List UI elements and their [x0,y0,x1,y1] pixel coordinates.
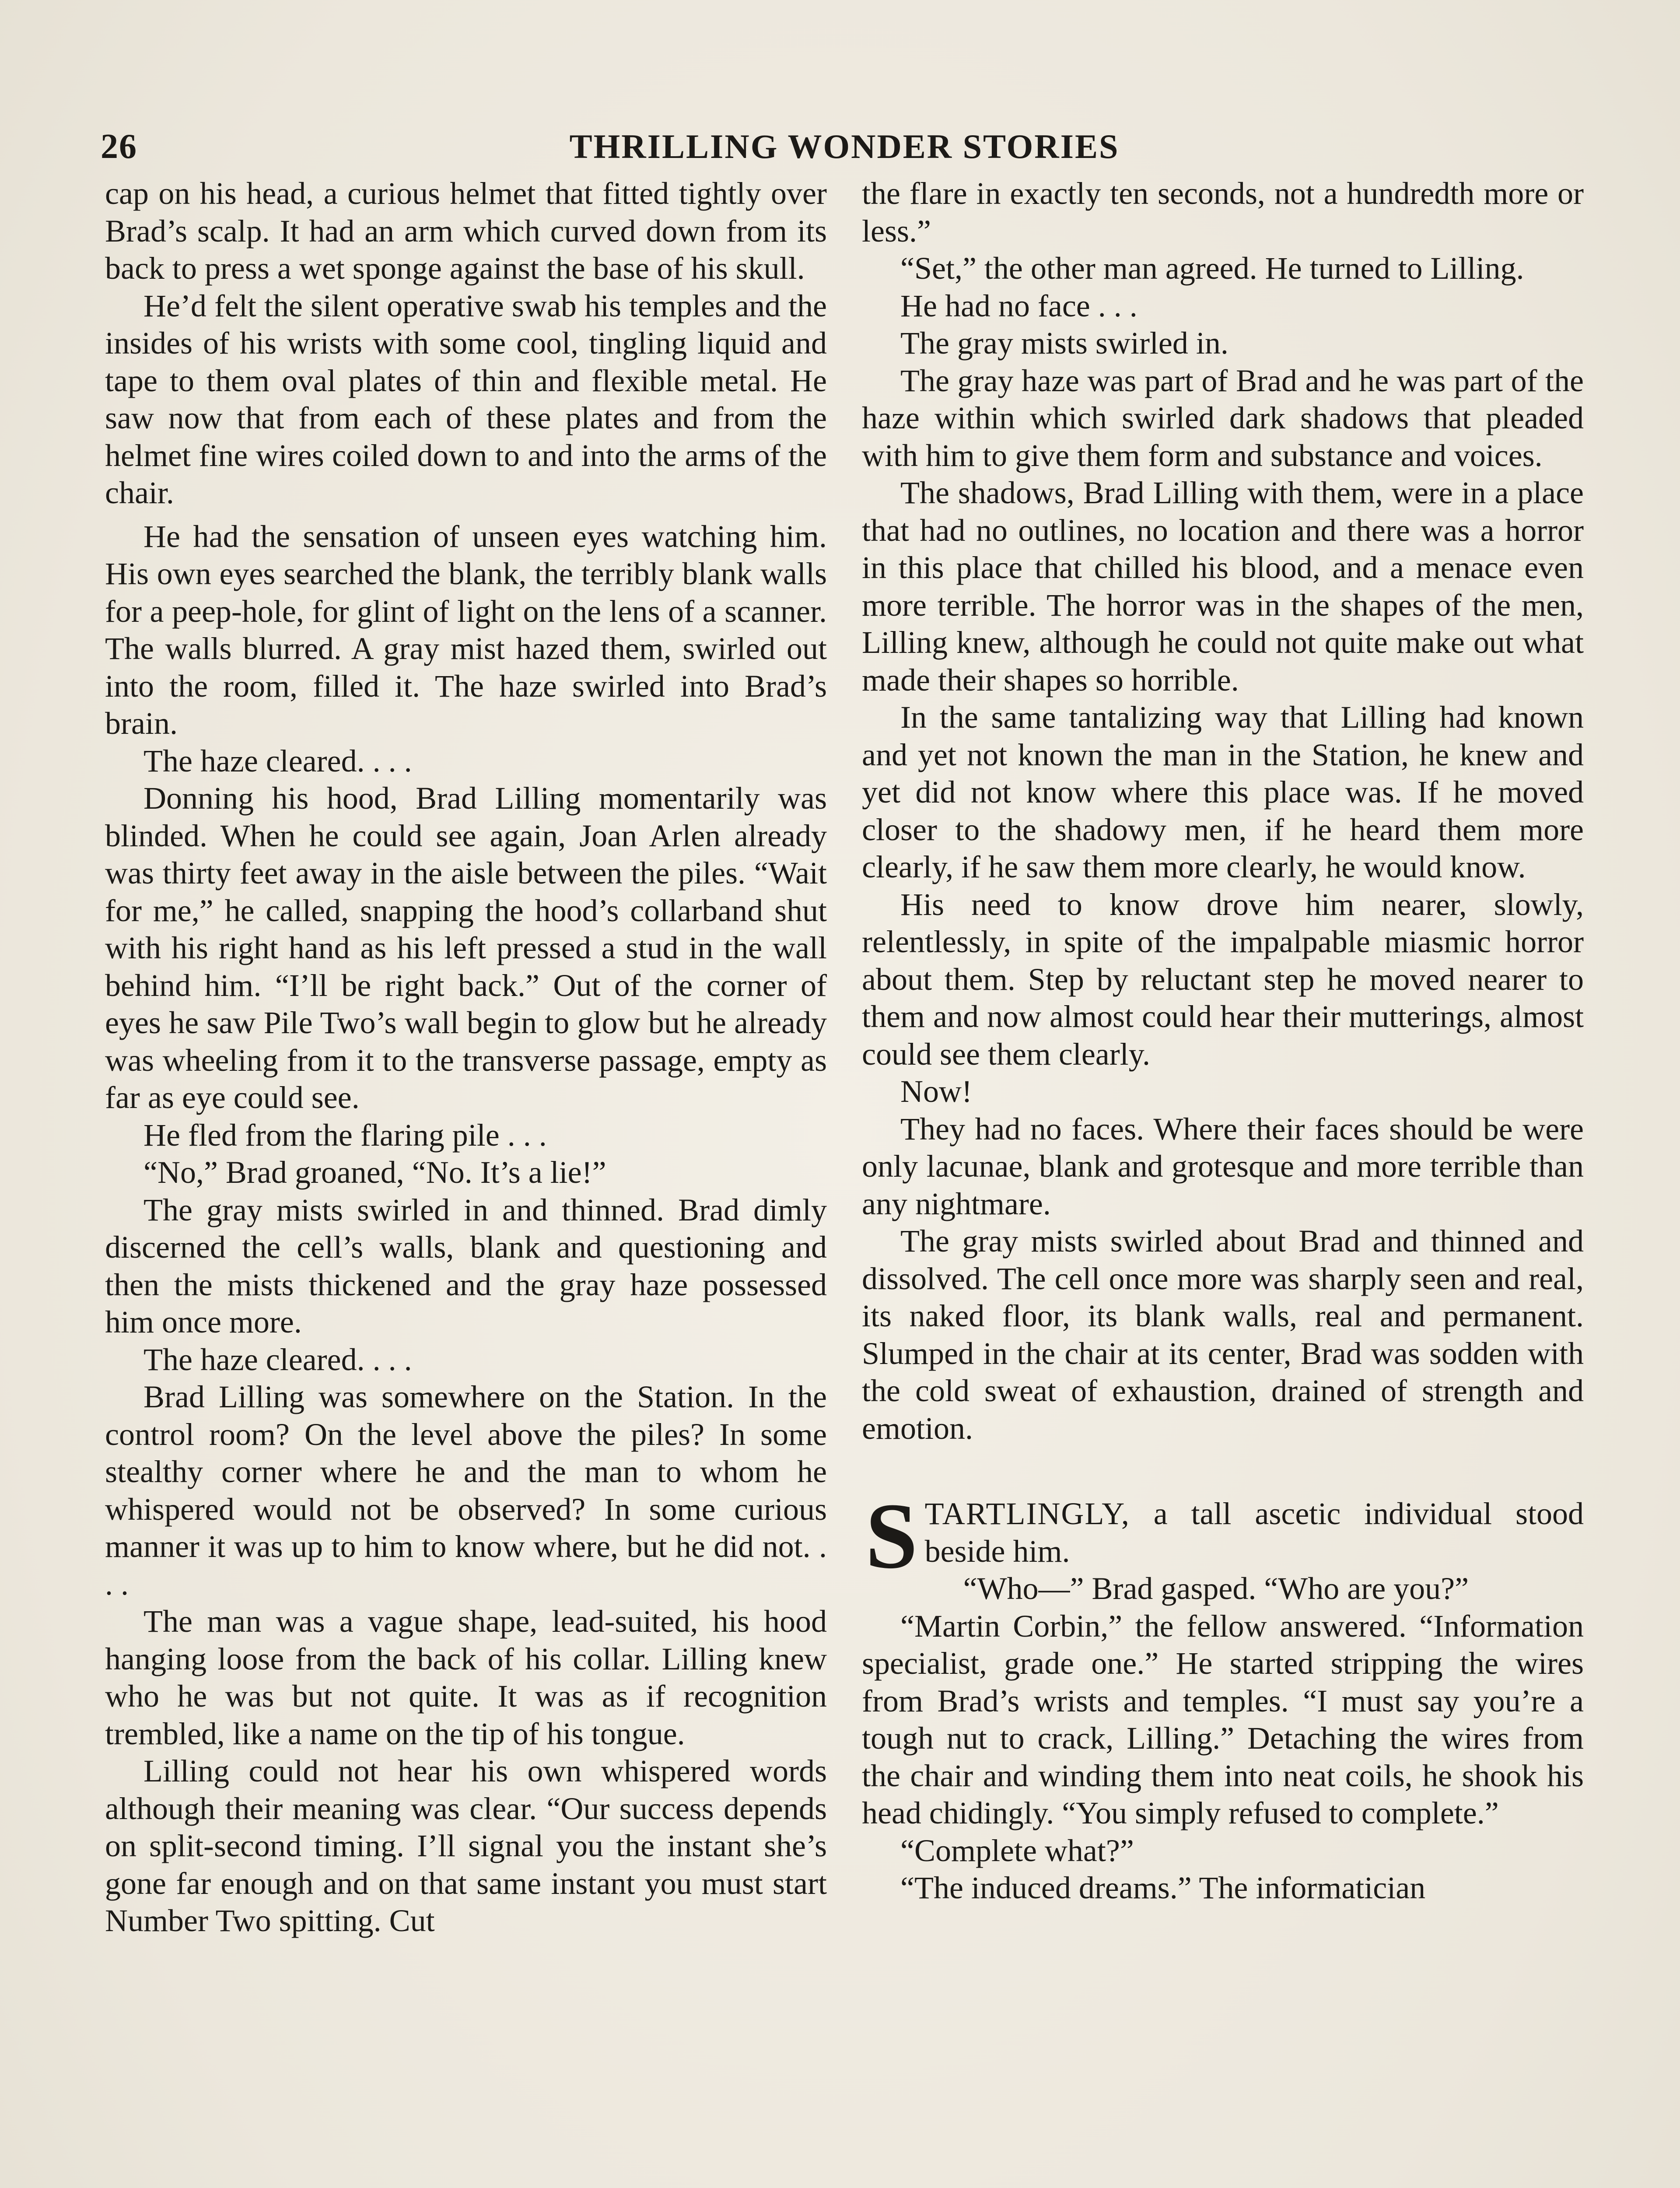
paragraph: “Who—” Brad gasped. “Who are you?” [963,1571,1469,1606]
paragraph: In the same tantalizing way that Lilling had known and yet not known the man in the Station, he knew and yet did not know where this place was. If he moved closer to the shadowy men, if he heard them more clearly, if he saw them more clearly, he would know. [862,700,1584,884]
paragraph: The man was a vague shape, lead-suited, his hood hanging loose from the back of his collar. Lilling knew who he was but not quite. It was as if recognition trembled, like a name on the tip of his tongue. [105,1604,827,1751]
section-break [862,1447,1584,1495]
paragraph: Now! [900,1074,972,1109]
paragraph: cap on his head, a curious helmet that fitted tightly over Brad’s scalp. It had an arm which curved down from its back to press a wet sponge against the base of his skull. [105,176,827,286]
paragraph: “Complete what?” [900,1833,1134,1868]
running-head: THRILLING WONDER STORIES [569,127,1120,165]
paragraph: The gray haze was part of Brad and he was part of the haze within which swirled dark shadows that pleaded with him to give them form and substance and voices. [862,363,1584,473]
paragraph: The gray mists swirled in. [900,326,1228,361]
paragraph: His need to know drove him nearer, slowly, relentlessly, in spite of the impalpable miasmic horror about them. Step by reluctant step he moved nearer to them and now almost could hear their mutterings, almost could see them clearly. [862,887,1584,1072]
paragraph: He’d felt the silent operative swab his temples and the insides of his wrists with some cool, tingling liquid and tape to them oval plates of thin and flexible metal. He saw now that from each of these plates and from the helmet fine wires coiled down to and into the arms of the chair. [105,288,827,510]
paragraph: Lilling could not hear his own whispered words although their meaning was clear. “Our success depends on split-second timing. I’ll signal you the instant she’s gone far enough and on that same instant you must start Number Two spitting. Cut [105,1753,827,1938]
opening-text: a tall ascetic individual stood beside him. [924,1496,1584,1569]
paragraph: “No,” Brad groaned, “No. It’s a lie!” [144,1155,606,1190]
paragraph: The shadows, Brad Lilling with them, were in a place that had no outlines, no location and there was a horror in this place that chilled his blood, and a menace even more terrible. The horror was in the shapes of the men, Lilling knew, although he could not quite make out what made their shapes so horrible. [862,475,1584,698]
paragraph: The haze cleared. . . . [144,1342,412,1377]
paragraph: “Martin Corbin,” the fellow answered. “Information specialist, grade one.” He started stripping the wires from Brad’s wrists and temples. “I must say you’re a tough nut to crack, Lilling.” Detaching the wires from the chair and winding them into neat coils, he shook his head chidingly. “You simply refused to complete.” [862,1608,1584,1830]
page-number: 26 [101,127,137,166]
paragraph: Brad Lilling was somewhere on the Station. In the control room? On the level above the piles? In some stealthy corner where he and the man to whom he whispered would not be observed? In some curious manner it was up to him to know where, but he did not. . . . [105,1379,827,1602]
paragraph: Donning his hood, Brad Lilling momentarily was blinded. When he could see again, Joan Arlen already was thirty feet away in the aisle between the piles. “Wait for me,” he called, snapping the hood’s collarband shut with his right hand as his left pressed a stud in the wall behind him. “I’ll be right back.” Out of the corner of eyes he saw Pile Two’s wall begin to glow but he already was wheeling from it to the transverse passage, empty as far as eye could see. [105,781,827,1115]
paragraph: They had no faces. Where their faces should be were only lacunae, blank and grotesque and more terrible than any nightmare. [862,1111,1584,1221]
paragraph: The haze cleared. . . . [144,743,412,778]
paragraph: He fled from the flaring pile . . . [144,1117,547,1153]
opening-caps: TARTLINGLY, [924,1496,1130,1531]
paragraph: “The induced dreams.” The informatician [900,1870,1426,1905]
paragraph: The gray mists swirled about Brad and thinned and dissolved. The cell once more was sharply seen and real, its naked floor, its blank walls, real and permanent. Slumped in the chair at its center, Brad was sodden with the cold sweat of exhaustion, drained of strength and emotion. [862,1224,1584,1446]
paragraph: He had no face . . . [900,288,1138,323]
page-header [101,127,1588,175]
right-column [862,175,1584,1907]
paragraph: “Set,” the other man agreed. He turned to Lilling. [900,251,1524,286]
paragraph: the flare in exactly ten seconds, not a hundredth more or less.” [862,176,1584,249]
paragraph: He had the sensation of unseen eyes watching him. His own eyes searched the blank, the terribly blank walls for a peep-hole, for glint of light on the lens of a scanner. The walls blurred. A gray mist hazed them, swirled out into the room, filled it. The haze swirled into Brad’s brain. [105,519,827,741]
left-column [105,175,827,1940]
paragraph: The gray mists swirled in and thinned. Brad dimly discerned the cell’s walls, blank and questioning and then the mists thickened and the gray haze possessed him once more. [105,1192,827,1339]
drop-cap: S [865,1483,918,1588]
section-opening-paragraph [862,1483,1584,1588]
